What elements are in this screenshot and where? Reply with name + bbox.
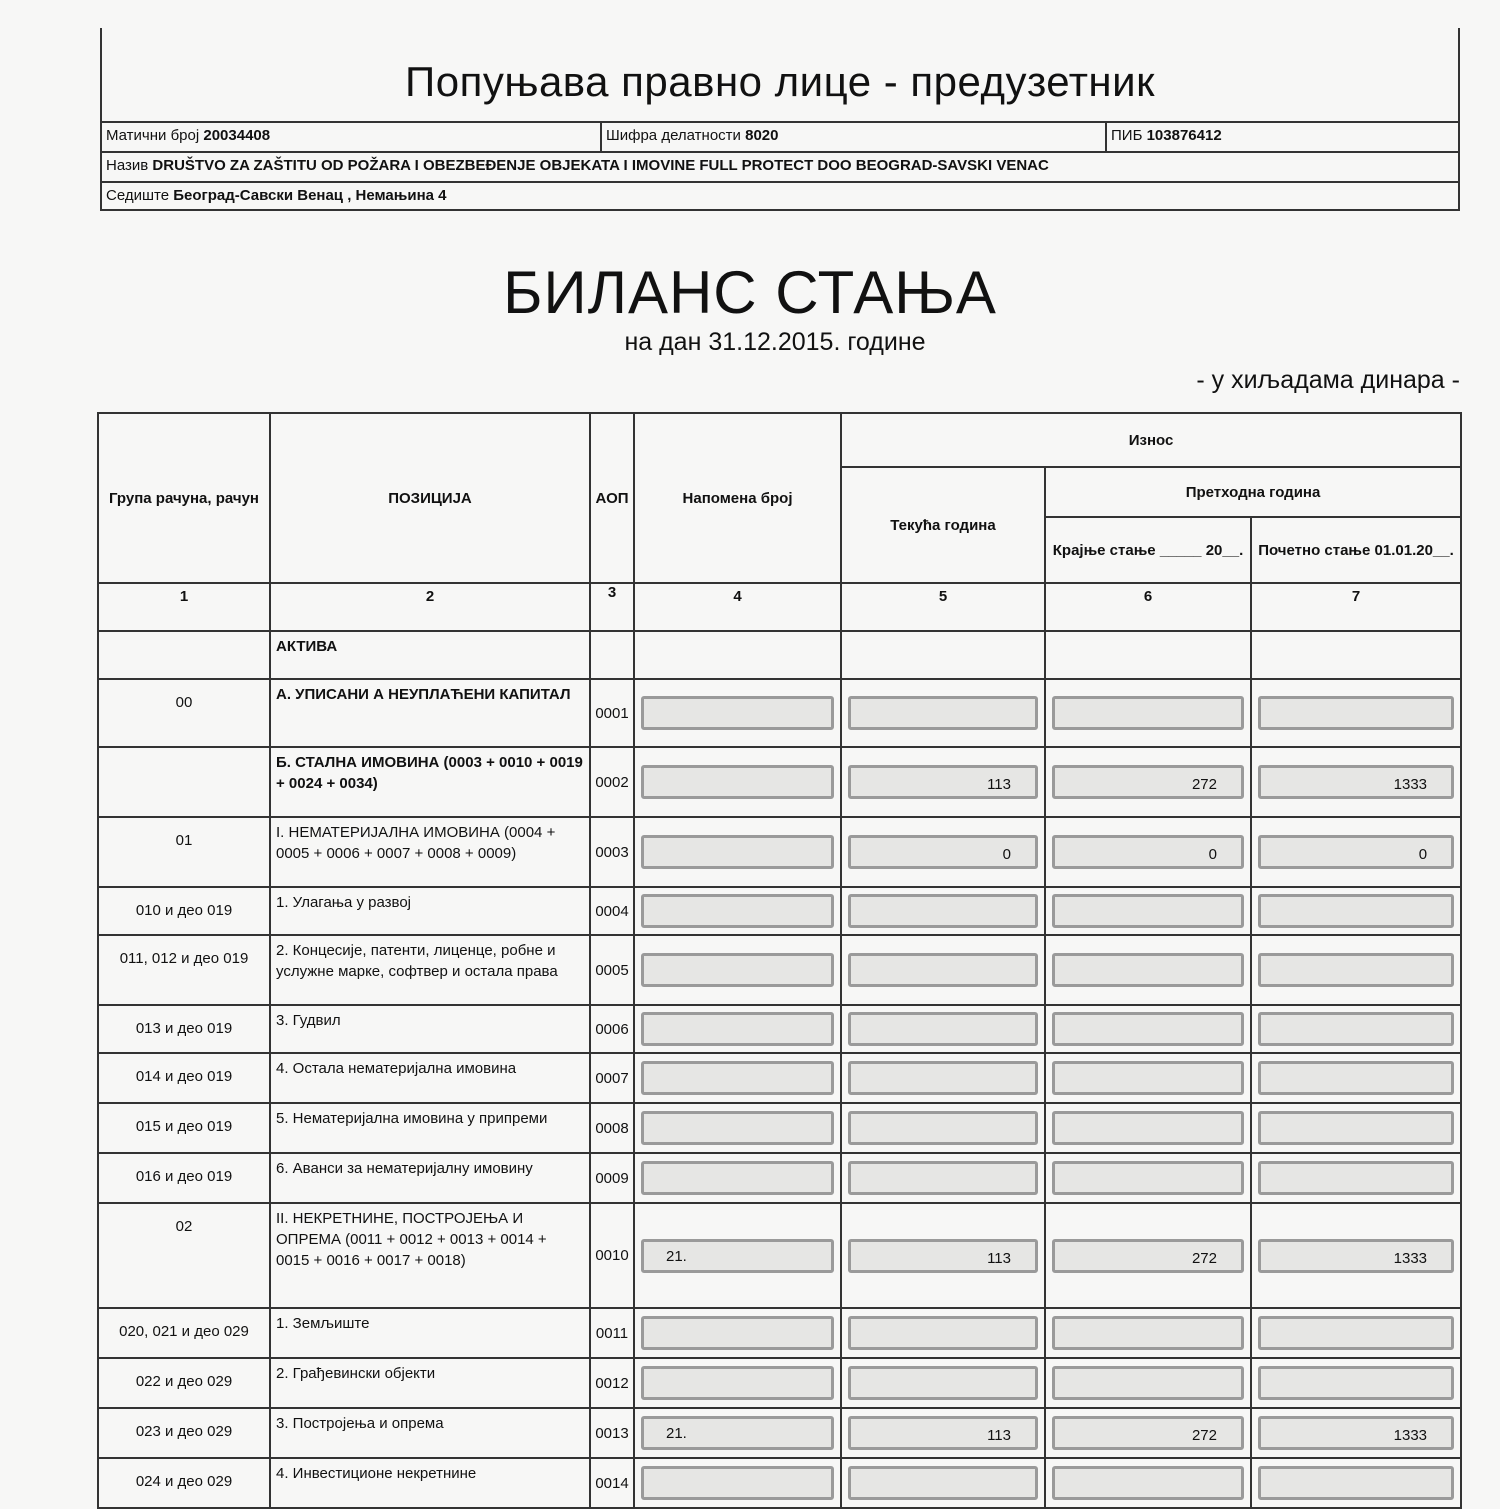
info-row-address — [102, 181, 1458, 213]
account-group: 00 — [98, 679, 270, 747]
prev-end-field[interactable] — [1052, 1111, 1244, 1145]
account-group: 01 — [98, 817, 270, 887]
position-label: А. УПИСАНИ А НЕУПЛАЋЕНИ КАПИТАЛ — [270, 679, 590, 747]
note-field[interactable] — [641, 765, 834, 799]
account-group: 010 и део 019 — [98, 887, 270, 935]
column-number: 4 — [634, 583, 841, 631]
account-group: 013 и део 019 — [98, 1005, 270, 1053]
current-year-field[interactable] — [848, 1416, 1038, 1450]
note-field[interactable] — [641, 1366, 834, 1400]
position-label: II. НЕКРЕТНИНЕ, ПОСТРОЈЕЊА И ОПРЕМА (0011 + 0012 + 0013 + 0014 + 0015 + 0016 + 0017 + 0018) — [270, 1203, 590, 1308]
current-year-field[interactable] — [848, 835, 1038, 869]
note-field[interactable] — [641, 835, 834, 869]
note-field[interactable] — [641, 1466, 834, 1500]
prev-start-field[interactable] — [1258, 1316, 1454, 1350]
column-number: 2 — [270, 583, 590, 631]
note-field[interactable] — [641, 894, 834, 928]
table-row — [98, 1458, 1461, 1508]
position-label: 4. Остала нематеријална имовина — [270, 1053, 590, 1103]
position-label: 4. Инвестиционе некретнине — [270, 1458, 590, 1508]
note-field[interactable] — [641, 953, 834, 987]
column-number: 7 — [1251, 583, 1461, 631]
table-row — [98, 1153, 1461, 1203]
table-row — [98, 817, 1461, 887]
table-row — [98, 1005, 1461, 1053]
prev-start-field[interactable] — [1258, 765, 1454, 799]
prev-end-field[interactable] — [1052, 1061, 1244, 1095]
aop-code: 0011 — [590, 1308, 634, 1358]
current-year-field[interactable] — [848, 1012, 1038, 1046]
header-previous-year: Претходна година — [1045, 467, 1461, 517]
table-row — [98, 1103, 1461, 1153]
note-field-value: 21. — [666, 1247, 687, 1265]
info-row-name — [102, 151, 1458, 183]
prev-end-field[interactable] — [1052, 953, 1244, 987]
note-field[interactable] — [641, 1061, 834, 1095]
note-field-value: 21. — [666, 1425, 687, 1442]
tax-id-value: 103876412 — [1146, 127, 1222, 144]
current-year-field[interactable] — [848, 1466, 1038, 1500]
current-year-field-value: 113 — [987, 1249, 1011, 1267]
prev-end-field[interactable] — [1052, 835, 1244, 869]
activity-code-value: 8020 — [745, 127, 779, 144]
note-field[interactable] — [641, 1012, 834, 1046]
table-row — [98, 1053, 1461, 1103]
aop-code: 0012 — [590, 1358, 634, 1408]
position-label: 1. Земљиште — [270, 1308, 590, 1358]
current-year-field[interactable] — [848, 765, 1038, 799]
prev-end-field-value: 0 — [1208, 846, 1217, 863]
prev-end-field[interactable] — [1052, 1239, 1244, 1273]
current-year-field[interactable] — [848, 1111, 1038, 1145]
prev-end-field-value: 272 — [1191, 776, 1217, 793]
prev-start-field-value: 1333 — [1393, 1249, 1428, 1267]
prev-start-field-value: 1333 — [1393, 776, 1428, 793]
prev-end-field[interactable] — [1052, 696, 1244, 730]
account-group: 014 и део 019 — [98, 1053, 270, 1103]
column-number: 1 — [98, 583, 270, 631]
position-label: I. НЕМАТЕРИЈАЛНА ИМОВИНА (0004 + 0005 + 0006 + 0007 + 0008 + 0009) — [270, 817, 590, 887]
prev-end-field[interactable] — [1052, 1366, 1244, 1400]
prev-end-field[interactable] — [1052, 1161, 1244, 1195]
aop-code: 0003 — [590, 817, 634, 887]
currency-unit: - у хиљадама динара - — [1196, 366, 1460, 394]
current-year-field-value: 113 — [987, 776, 1011, 793]
aop-code: 0004 — [590, 887, 634, 935]
header-current-year: Текућа година — [841, 467, 1045, 583]
info-row-ids — [102, 121, 1458, 153]
section-row-assets — [98, 631, 1461, 679]
note-field[interactable] — [641, 1239, 834, 1273]
account-group: 022 и део 029 — [98, 1358, 270, 1408]
header-box — [100, 28, 1460, 211]
position-label: Б. СТАЛНА ИМОВИНА (0003 + 0010 + 0019 + 0024 + 0034) — [270, 747, 590, 817]
company-address: Седиште Београд-Савски Венац , Немањина 4 — [106, 187, 447, 204]
prev-end-field[interactable] — [1052, 1466, 1244, 1500]
document-title: БИЛАНС СТАЊА — [503, 259, 997, 326]
prev-start-field[interactable] — [1258, 1239, 1454, 1273]
position-label: 3. Постројења и опрема — [270, 1408, 590, 1458]
prev-start-field[interactable] — [1258, 1416, 1454, 1450]
prev-start-field[interactable] — [1258, 894, 1454, 928]
note-field[interactable] — [641, 696, 834, 730]
prev-start-field[interactable] — [1258, 1111, 1454, 1145]
registration-number-value: 20034408 — [203, 127, 271, 144]
header-start-state: Почетно стање 01.01.20__. — [1251, 517, 1461, 583]
current-year-field-value: 0 — [1002, 846, 1011, 863]
note-field[interactable] — [641, 1161, 834, 1195]
header-aop: АОП — [590, 413, 634, 583]
position-label: 2. Грађевински објекти — [270, 1358, 590, 1408]
header-end-state: Крајње стање _____ 20__. — [1045, 517, 1251, 583]
aop-code: 0013 — [590, 1408, 634, 1458]
aop-code: 0005 — [590, 935, 634, 1005]
current-year-field[interactable] — [848, 1161, 1038, 1195]
position-label: 1. Улагања у развој — [270, 887, 590, 935]
header-amount: Износ — [841, 413, 1461, 467]
current-year-field[interactable] — [848, 1366, 1038, 1400]
current-year-field-value: 113 — [987, 1427, 1011, 1444]
account-group: 020, 021 и део 029 — [98, 1308, 270, 1358]
prev-start-field[interactable] — [1258, 1366, 1454, 1400]
current-year-field[interactable] — [848, 1316, 1038, 1350]
account-group: 023 и део 029 — [98, 1408, 270, 1458]
aop-code: 0007 — [590, 1053, 634, 1103]
current-year-field[interactable] — [848, 953, 1038, 987]
table-row — [98, 935, 1461, 1005]
aop-code: 0008 — [590, 1103, 634, 1153]
aop-code: 0002 — [590, 747, 634, 817]
table-row — [98, 679, 1461, 747]
prev-end-field[interactable] — [1052, 894, 1244, 928]
aop-code: 0001 — [590, 679, 634, 747]
note-field[interactable] — [641, 1316, 834, 1350]
prev-end-field[interactable] — [1052, 1316, 1244, 1350]
current-year-field[interactable] — [848, 1239, 1038, 1273]
prev-start-field-value: 1333 — [1393, 1427, 1428, 1444]
company-name: Назив DRUŠTVO ZA ZAŠTITU OD POŽARA I OBEZBEĐENJE OBJEKATA I IMOVINE FULL PROTECT DOO BEOGRAD-SAVSKI VENAC — [106, 157, 1049, 174]
prev-end-field[interactable] — [1052, 765, 1244, 799]
header-note: Напомена број — [634, 413, 841, 583]
aop-code: 0009 — [590, 1153, 634, 1203]
fill-in-title: Попуњава правно лице - предузетник — [405, 58, 1155, 105]
aop-code: 0006 — [590, 1005, 634, 1053]
column-number: 5 — [841, 583, 1045, 631]
aop-code: 0014 — [590, 1458, 634, 1508]
table-row — [98, 747, 1461, 817]
prev-start-field-value: 0 — [1418, 846, 1428, 863]
account-group — [98, 747, 270, 817]
prev-start-field[interactable] — [1258, 696, 1454, 730]
prev-end-field-value: 272 — [1191, 1427, 1217, 1444]
prev-end-field-value: 272 — [1191, 1249, 1217, 1267]
note-field[interactable] — [641, 1416, 834, 1450]
prev-end-field[interactable] — [1052, 1012, 1244, 1046]
prev-end-field[interactable] — [1052, 1416, 1244, 1450]
registration-number: Матични број 20034408 — [106, 127, 271, 144]
prev-start-field[interactable] — [1258, 1061, 1454, 1095]
table-row — [98, 1358, 1461, 1408]
header-group: Група рачуна, рачун — [98, 413, 270, 583]
tax-id: ПИБ 103876412 — [1105, 123, 1458, 153]
account-group: 02 — [98, 1203, 270, 1308]
position-label: 3. Гудвил — [270, 1005, 590, 1053]
account-group: 015 и део 019 — [98, 1103, 270, 1153]
table-row — [98, 1408, 1461, 1458]
section-title: АКТИВА — [270, 631, 590, 679]
account-group: 024 и део 029 — [98, 1458, 270, 1508]
company-name-value: DRUŠTVO ZA ZAŠTITU OD POŽARA I OBEZBEĐENJE OBJEKATA I IMOVINE FULL PROTECT DOO BEOGRAD-SAVSKI VENAC — [152, 157, 1049, 174]
aop-code: 0010 — [590, 1203, 634, 1308]
prev-start-field[interactable] — [1258, 953, 1454, 987]
position-label: 2. Концесије, патенти, лиценце, робне и услужне марке, софтвер и остала права — [270, 935, 590, 1005]
prev-start-field[interactable] — [1258, 1012, 1454, 1046]
table-row — [98, 887, 1461, 935]
company-address-value: Београд-Савски Венац , Немањина 4 — [173, 187, 447, 204]
account-group: 011, 012 и део 019 — [98, 935, 270, 1005]
position-label: 6. Аванси за нематеријалну имовину — [270, 1153, 590, 1203]
table-row — [98, 1203, 1461, 1308]
current-year-field[interactable] — [848, 894, 1038, 928]
header-position: ПОЗИЦИЈА — [270, 413, 590, 583]
current-year-field[interactable] — [848, 696, 1038, 730]
prev-start-field[interactable] — [1258, 1466, 1454, 1500]
position-label: 5. Нематеријална имовина у припреми — [270, 1103, 590, 1153]
prev-start-field[interactable] — [1258, 835, 1454, 869]
activity-code: Шифра делатности 8020 — [600, 123, 1105, 153]
balance-sheet-table — [97, 412, 1462, 1509]
column-number: 6 — [1045, 583, 1251, 631]
table-row — [98, 1308, 1461, 1358]
current-year-field[interactable] — [848, 1061, 1038, 1095]
column-number: 3 — [590, 583, 634, 631]
column-number-row — [98, 583, 1461, 631]
note-field[interactable] — [641, 1111, 834, 1145]
document-date: на дан 31.12.2015. године — [624, 328, 926, 356]
account-group: 016 и део 019 — [98, 1153, 270, 1203]
prev-start-field[interactable] — [1258, 1161, 1454, 1195]
